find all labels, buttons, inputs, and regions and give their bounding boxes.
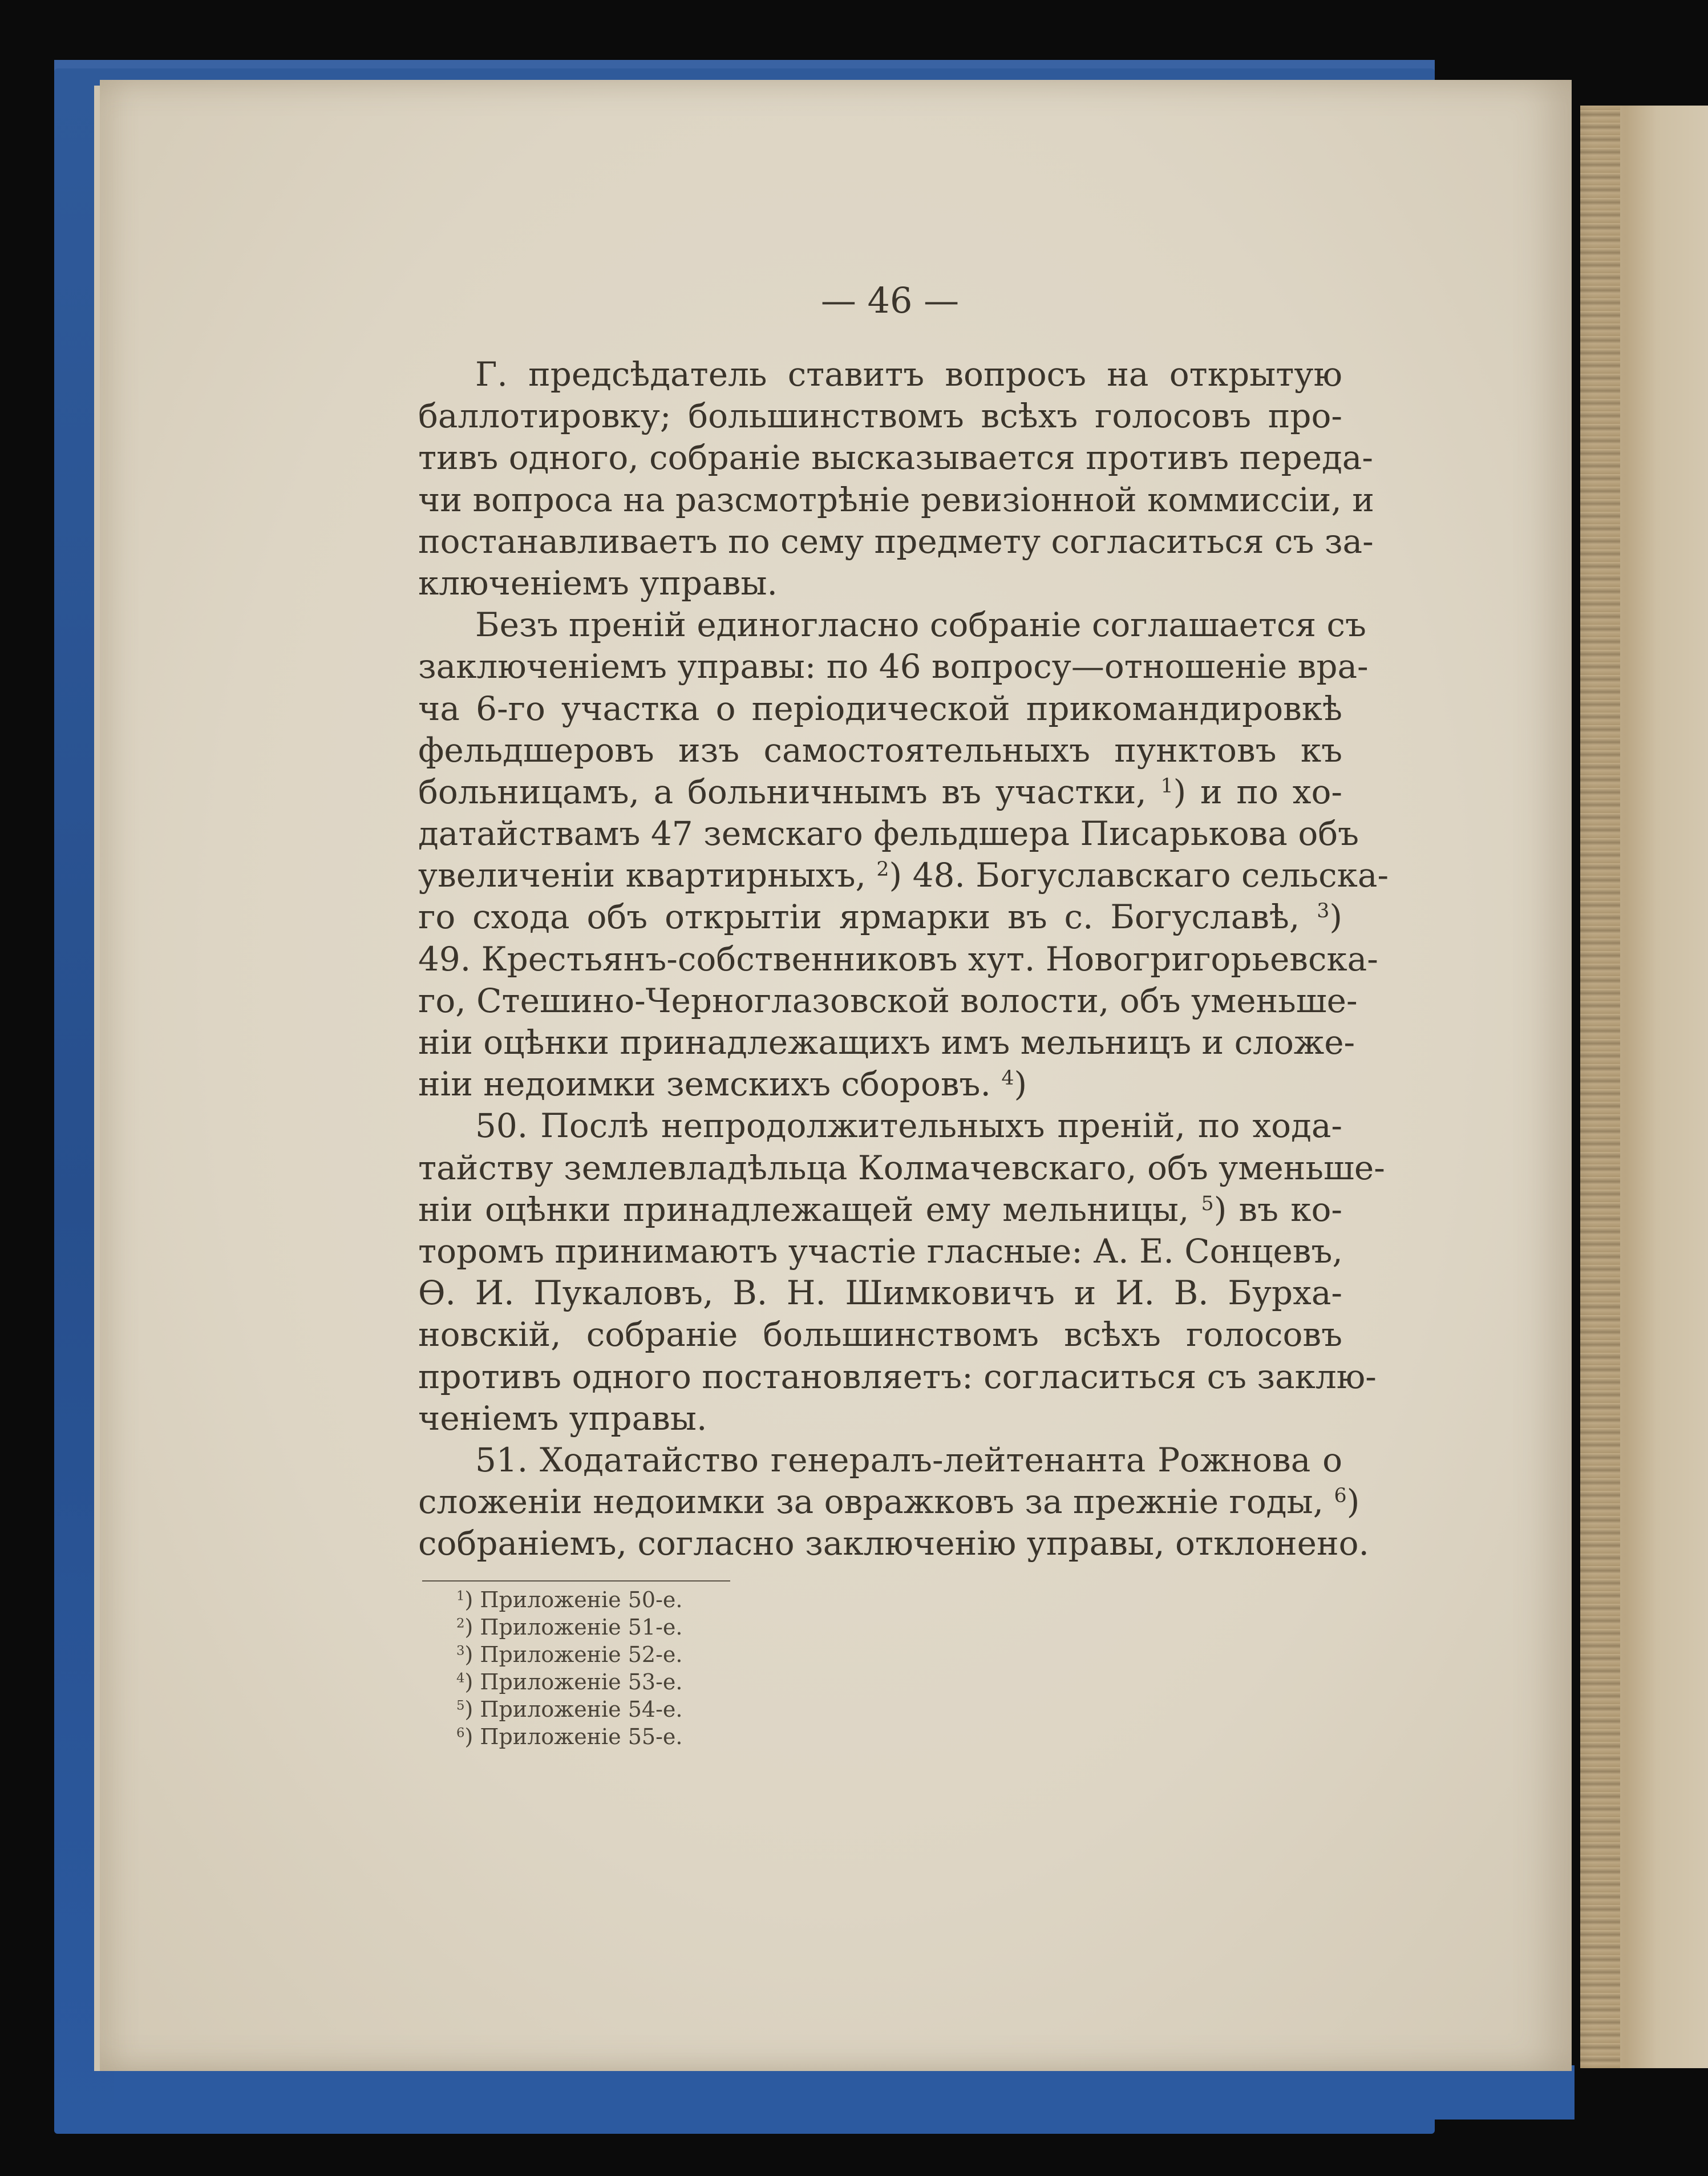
text-line-with-ref — [418, 1481, 1347, 1523]
text-line: го, Стешино-Черноглазовской волости, объ уменьше- — [418, 981, 1358, 1020]
text-line: Ѳ. И. Пукаловъ, В. Н. Шимковичъ и И. В. Бурха- — [418, 1273, 1342, 1313]
text-segment: ніи оцѣнки принадлежащей ему мельницы, — [418, 1190, 1189, 1229]
footnote: $^4$) Приложеніе 53-е. — [456, 1669, 683, 1694]
book-cover-bottom-edge — [114, 2065, 1575, 2120]
text-line-with-ref: больницамъ, а больничнымъ въ участки, $^1$) и по хо- — [418, 772, 1342, 811]
footnote-text: Приложеніе 51-е. — [480, 1615, 683, 1640]
text-line: ченіемъ управы. — [418, 1398, 707, 1438]
text-line: ча 6-го участка о періодической прикомандировкѣ — [418, 689, 1342, 728]
text-segment: увеличеніи квартирныхъ, — [418, 856, 866, 895]
footnote-ref: 2 — [876, 858, 889, 881]
text-line-with-ref: го схода объ открытіи ярмарки въ с. Богуславѣ, $^3$) — [418, 897, 1342, 937]
footnote: $^1$) Приложеніе 50-е. — [456, 1587, 683, 1612]
footnote-ref: 1 — [1160, 774, 1173, 798]
footnote-mark: 1 — [456, 1588, 465, 1604]
text-line: ніи оцѣнки принадлежащихъ имъ мельницъ и сложе- — [418, 1023, 1355, 1062]
text-line: тайству землевладѣльца Колмачевскаго, объ уменьше- — [418, 1148, 1385, 1187]
text-line: ключеніемъ управы. — [418, 563, 778, 602]
text-line: чи вопроса на разсмотрѣніе ревизіонной коммиссіи, и — [418, 480, 1374, 519]
text-line: собраніемъ, согласно заключенію управы, отклонено. — [418, 1524, 1369, 1563]
footnote-mark: 2 — [456, 1616, 465, 1631]
text-line: противъ одного постановляетъ: согласиться съ заклю- — [418, 1357, 1377, 1396]
footnote-text: Приложеніе 52-е. — [480, 1642, 683, 1667]
text-line: 51. Ходатайство генералъ-лейтенанта Рожнова о — [475, 1440, 1342, 1479]
footnote-mark: 5 — [456, 1698, 465, 1713]
text-line: тивъ одного, собраніе высказывается противъ переда- — [418, 438, 1373, 478]
footnote: $^2$) Приложеніе 51-е. — [456, 1615, 683, 1640]
footnote-mark: 4 — [456, 1671, 465, 1686]
text-segment: и по хо- — [1200, 772, 1342, 811]
text-segment: 48. Богуславскаго сельска- — [912, 856, 1389, 895]
text-line-with-ref: ніи оцѣнки принадлежащей ему мельницы, $^5$) въ ко- — [418, 1190, 1342, 1229]
text-line: Безъ преній единогласно собраніе соглашается съ — [475, 605, 1366, 645]
page-body-text — [418, 354, 1389, 1564]
footnote-text: Приложеніе 55-е. — [480, 1724, 683, 1749]
text-line: заключеніемъ управы: по 46 вопросу—отношеніе вра- — [418, 647, 1369, 686]
text-line: фельдшеровъ изъ самостоятельныхъ пунктовъ къ — [418, 730, 1342, 770]
footnote-text: Приложеніе 50-е. — [480, 1587, 683, 1612]
text-segment: го схода объ открытіи ярмарки въ с. Богуславѣ, — [418, 897, 1300, 937]
text-line: новскій, собраніе большинствомъ всѣхъ голосовъ — [418, 1315, 1342, 1354]
text-line: датайствамъ 47 земскаго фельдшера Писарькова объ — [418, 814, 1359, 854]
page-stack-edge — [1580, 106, 1620, 2068]
text-line: баллотировку; большинствомъ всѣхъ голосовъ про- — [418, 397, 1342, 436]
text-segment: сложеніи недоимки за овражковъ за прежніе годы, — [418, 1482, 1324, 1522]
page-number: — 46 — — [820, 280, 960, 321]
text-line: постанавливаетъ по сему предмету согласиться съ за- — [418, 521, 1374, 561]
footnote-mark: 6 — [456, 1725, 465, 1741]
text-line: торомъ принимаютъ участіе гласные: А. Е. Сонцевъ, — [418, 1231, 1343, 1271]
footnote-mark: 3 — [456, 1643, 465, 1659]
footnote: $^3$) Приложеніе 52-е. — [456, 1642, 683, 1667]
text-line-with-ref: ніи недоимки земскихъ сборовъ. $^4$) — [418, 1065, 1027, 1104]
footnote-ref: 3 — [1317, 900, 1330, 923]
footnotes — [456, 1586, 682, 1750]
text-line: 49. Крестьянъ-собственниковъ хут. Новогригорьевска- — [418, 939, 1378, 978]
text-line: 50. Послѣ непродолжительныхъ преній, по хода- — [475, 1106, 1342, 1146]
text-segment: больницамъ, а больничнымъ въ участки, — [418, 772, 1147, 811]
footnote-text: Приложеніе 54-е. — [480, 1697, 683, 1722]
text-line: Г. предсѣдатель ставитъ вопросъ на открытую — [475, 355, 1342, 394]
footnote-ref: 6 — [1334, 1484, 1347, 1507]
footnote-text: Приложеніе 53-е. — [480, 1669, 683, 1694]
footnote-divider — [422, 1580, 730, 1582]
text-line-with-ref: увеличеніи квартирныхъ, $^2$) 48. Богуславскаго сельска- — [418, 856, 1389, 895]
footnote: $^6$) Приложеніе 55-е. — [456, 1724, 683, 1749]
footnote-ref: 5 — [1201, 1192, 1214, 1215]
footnote-ref: 4 — [1001, 1067, 1014, 1090]
text-segment: ніи недоимки земскихъ сборовъ. — [418, 1065, 991, 1104]
footnote: $^5$) Приложеніе 54-е. — [456, 1697, 683, 1722]
text-segment: въ ко- — [1238, 1190, 1342, 1229]
